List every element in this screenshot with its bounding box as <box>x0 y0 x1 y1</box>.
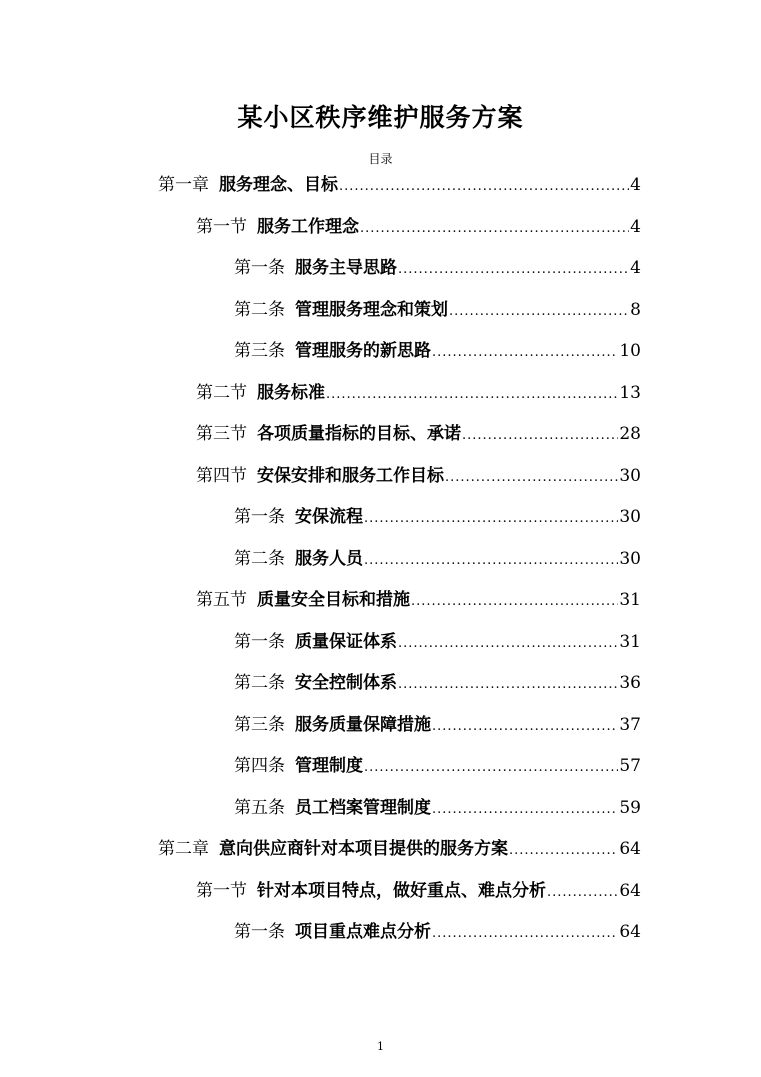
toc-entry-page: 57 <box>619 756 641 776</box>
toc-entry-title: 安保流程 <box>295 507 363 527</box>
toc-entry-title: 意向供应商针对本项目提供的服务方案 <box>219 839 508 859</box>
toc-entry-title: 服务质量保障措施 <box>295 714 431 735</box>
toc-dot-leader <box>411 594 618 609</box>
toc-entry-number: 第一章 <box>158 175 209 195</box>
toc-dot-leader <box>547 885 618 900</box>
toc-entry-number: 第一条 <box>234 258 285 278</box>
toc-entry[interactable] <box>234 793 641 821</box>
toc-entry-number: 第二节 <box>196 382 247 403</box>
toc-entry[interactable] <box>234 253 641 281</box>
toc-entry-page: 10 <box>619 341 641 361</box>
toc-entry[interactable] <box>234 544 641 572</box>
toc-entry[interactable] <box>234 751 641 779</box>
toc-entry[interactable] <box>234 710 641 738</box>
toc-entry-page: 64 <box>619 839 641 859</box>
toc-entry-page: 4 <box>630 258 641 278</box>
toc-entry-title: 服务人员 <box>295 548 363 569</box>
toc-entry-title: 服务标准 <box>257 382 325 403</box>
toc-entry-number: 第二条 <box>234 299 285 320</box>
toc-dot-leader <box>432 719 618 734</box>
toc-entry-number: 第二条 <box>234 548 285 569</box>
page-number: 1 <box>377 1040 384 1053</box>
toc-entry-number: 第四条 <box>234 756 285 776</box>
toc-entry-title: 安全控制体系 <box>295 673 397 693</box>
toc-dot-leader <box>509 843 618 858</box>
toc-entry-title: 服务主导思路 <box>295 258 397 278</box>
toc-dot-leader <box>398 636 618 651</box>
toc-entry-page: 28 <box>619 424 641 444</box>
toc-entry-title: 服务理念、目标 <box>219 175 338 195</box>
toc-entry-title: 针对本项目特点，做好重点、难点分析 <box>257 880 546 901</box>
toc-dot-leader <box>364 760 618 775</box>
toc-entry-page: 64 <box>619 922 641 942</box>
toc-entry-title: 管理服务的新思路 <box>295 341 431 361</box>
toc-entry-number: 第一条 <box>234 922 285 942</box>
toc-entry[interactable] <box>234 668 641 696</box>
toc-entry-page: 8 <box>630 299 641 320</box>
toc-dot-leader <box>364 511 618 526</box>
toc-entry-page: 30 <box>619 465 641 486</box>
toc-dot-leader <box>445 470 618 485</box>
toc-entry-number: 第一条 <box>234 631 285 652</box>
toc-entry-number: 第一节 <box>196 216 247 237</box>
toc-entry-title: 安保安排和服务工作目标 <box>257 465 444 486</box>
toc-entry[interactable] <box>196 378 641 406</box>
toc-dot-leader <box>326 387 618 402</box>
toc-entry-title: 管理制度 <box>295 756 363 776</box>
toc-entry-page: 30 <box>619 548 641 569</box>
toc-entry-page: 4 <box>630 175 641 195</box>
toc-entry-number: 第三条 <box>234 341 285 361</box>
toc-entry-page: 30 <box>619 507 641 527</box>
toc-entry-page: 37 <box>619 714 641 735</box>
toc-entry[interactable] <box>234 627 641 655</box>
toc-entry[interactable] <box>234 336 641 364</box>
toc-dot-leader <box>462 428 618 443</box>
toc-entry-number: 第四节 <box>196 465 247 486</box>
toc-entry-title: 质量保证体系 <box>295 631 397 652</box>
toc-entry-page: 59 <box>619 797 641 818</box>
toc-dot-leader <box>364 553 618 568</box>
toc-dot-leader <box>339 179 629 194</box>
toc-entry-title: 管理服务理念和策划 <box>295 299 448 320</box>
toc-dot-leader <box>360 221 629 236</box>
toc-entry-number: 第二章 <box>158 839 209 859</box>
toc-entry-page: 13 <box>619 382 641 403</box>
toc-entry[interactable] <box>234 917 641 945</box>
toc-entry-number: 第五条 <box>234 797 285 818</box>
toc-dot-leader <box>432 345 618 360</box>
toc-entry-number: 第五节 <box>196 590 247 610</box>
toc-dot-leader <box>398 677 618 692</box>
toc-entry[interactable] <box>196 212 641 240</box>
toc-entry[interactable] <box>234 295 641 323</box>
toc-entry-number: 第三节 <box>196 424 247 444</box>
toc-entry-number: 第三条 <box>234 714 285 735</box>
toc-entry[interactable] <box>234 502 641 530</box>
toc-entry-number: 第二条 <box>234 673 285 693</box>
toc-dot-leader <box>398 262 629 277</box>
toc-heading: 目录 <box>368 152 393 166</box>
toc-dot-leader <box>432 802 618 817</box>
toc-dot-leader <box>432 926 618 941</box>
toc-entry-page: 4 <box>630 216 641 237</box>
toc-dot-leader <box>449 304 629 319</box>
toc-entry-title: 各项质量指标的目标、承诺 <box>257 424 461 444</box>
toc-entry-page: 31 <box>619 590 641 610</box>
toc-entry[interactable] <box>196 461 641 489</box>
toc-entry[interactable] <box>196 585 641 613</box>
toc-entry[interactable] <box>158 834 641 862</box>
toc-entry[interactable] <box>196 876 641 904</box>
toc-entry-title: 质量安全目标和措施 <box>257 590 410 610</box>
toc-entry-page: 64 <box>619 880 641 901</box>
toc-entry-number: 第一节 <box>196 880 247 901</box>
toc-entry[interactable] <box>158 170 641 198</box>
toc-entry[interactable] <box>196 419 641 447</box>
toc-entry-page: 36 <box>619 673 641 693</box>
toc-entry-title: 服务工作理念 <box>257 216 359 237</box>
toc-entry-title: 员工档案管理制度 <box>295 797 431 818</box>
toc-entry-title: 项目重点难点分析 <box>295 922 431 942</box>
document-title: 某小区秩序维护服务方案 <box>237 103 524 132</box>
toc-entry-number: 第一条 <box>234 507 285 527</box>
toc-entry-page: 31 <box>619 631 641 652</box>
